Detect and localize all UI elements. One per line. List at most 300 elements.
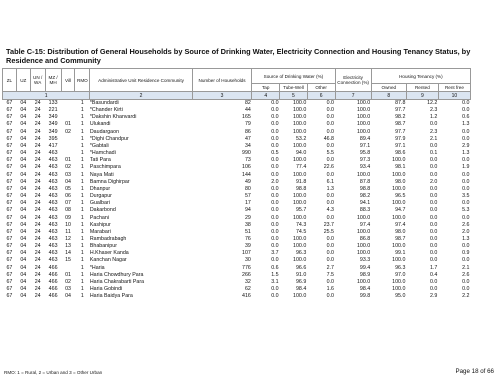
table-row [3,143,471,150]
vill-cell: 15 [65,257,71,264]
households-cell: 44 [244,107,251,114]
rmo-cell: 1 [80,243,84,250]
owned-cell: 94.7 [395,207,406,214]
vill-cell: 14 [65,250,71,257]
owned-cell: 96.3 [395,264,406,271]
vill-cell [61,107,75,114]
tubewell-cell: 100.0 [293,107,307,114]
admin-unit-cell: Dakarbond [89,207,116,214]
rented-cell: 2.1 [430,135,438,142]
zl-cell: 67 [6,286,13,293]
col-header-other: Other [307,84,335,92]
tubewell-cell: 100.0 [293,171,307,178]
col-header-rent-free: Rent free [438,84,470,92]
rented-cell: 0.0 [430,142,438,149]
mz-mh-cell: 349 [48,114,58,121]
tubewell-cell: 95.7 [295,207,307,214]
owned-cell: 98.0 [395,178,406,185]
admin-unit-cell: *Chander Kirti [89,107,123,114]
other-cell: 7.5 [326,271,334,278]
electricity-cell: 100.0 [356,100,371,106]
rented-cell: 12.2 [427,100,438,106]
rented-cell: 0.1 [430,150,438,157]
electricity-cell: 100.0 [356,214,371,221]
un-wa-cell: 24 [34,271,41,278]
other-cell: 5.5 [326,150,334,157]
tap-cell: 0.0 [271,200,279,207]
households-cell: 107 [242,250,251,257]
tap-cell: 0.0 [271,114,279,121]
uz-cell: 04 [20,150,27,157]
tubewell-cell: 100.0 [293,157,307,164]
households-cell: 416 [242,293,251,300]
owned-cell: 96.5 [395,193,406,200]
table-row [3,222,471,229]
households-cell: 76 [244,235,251,242]
mz-mh-cell: 463 [48,243,58,250]
mz-mh-cell: 417 [48,142,58,149]
uz-cell: 04 [20,293,27,300]
tubewell-cell: 100.0 [293,293,307,300]
table-row [3,193,471,200]
col-number: 6 [307,92,335,100]
vill-cell: 01 [65,157,71,164]
rent-free-cell: 5.3 [462,207,470,214]
uz-cell: 04 [20,178,27,185]
mz-mh-cell: 463 [48,257,58,264]
vill-cell [61,150,75,157]
page-number: Page 18 of 66 [455,368,494,375]
zl-cell: 67 [6,178,13,185]
rent-free-cell: 2.1 [462,264,470,271]
rented-cell: 0.0 [430,228,438,235]
other-cell: 25.5 [323,228,334,235]
owned-cell: 97.7 [395,107,406,114]
rent-free-cell: 1.3 [462,121,470,128]
zl-cell: 67 [6,264,13,271]
vill-cell: 09 [65,214,71,221]
tap-cell: 0.0 [271,164,279,171]
households-cell: 106 [242,164,251,171]
other-cell: 0.0 [326,128,334,135]
tubewell-cell: 100.0 [293,142,307,149]
vill-cell: 13 [65,243,71,250]
un-wa-cell: 24 [34,100,41,106]
mz-mh-cell: 463 [48,200,58,207]
owned-cell: 98.7 [395,121,406,128]
un-wa-cell: 24 [34,193,41,200]
un-wa-cell: 24 [34,264,41,271]
table-row [3,172,471,179]
tubewell-cell: 100.0 [293,243,307,250]
other-cell: 0.0 [326,193,334,200]
mz-mh-cell: 463 [48,185,58,192]
households-cell: 47 [244,135,251,142]
households-cell: 29 [244,214,251,221]
un-wa-cell: 24 [34,278,41,285]
un-wa-cell: 24 [34,107,41,114]
table-row [3,100,471,108]
electricity-cell: 97.1 [359,142,371,149]
tubewell-cell: 100.0 [293,257,307,264]
mz-mh-cell: 463 [48,235,58,242]
col-number: 3 [192,92,252,100]
rent-free-cell: 0.0 [462,157,470,164]
zl-cell: 67 [6,142,13,149]
admin-unit-cell: Gualbari [89,200,110,207]
electricity-cell: 98.4 [359,286,371,293]
un-wa-cell: 24 [34,142,41,149]
zl-cell: 67 [6,271,13,278]
owned-cell: 100.0 [392,171,406,178]
electricity-cell: 88.3 [359,207,371,214]
un-wa-cell: 24 [34,257,41,264]
owned-cell: 98.0 [395,228,406,235]
mz-mh-cell: 466 [48,264,58,271]
owned-cell: 100.0 [392,257,406,264]
rent-free-cell: 0.6 [462,114,470,121]
zl-cell: 67 [6,150,13,157]
rmo-cell: 1 [80,257,84,264]
tap-cell: 0.6 [271,264,279,271]
admin-unit-cell: Rambadrabagh [89,235,127,242]
uz-cell: 04 [20,243,27,250]
electricity-cell: 100.0 [356,171,371,178]
households-cell: 38 [244,221,251,228]
un-wa-cell: 24 [34,207,41,214]
owned-cell: 95.0 [395,293,406,300]
un-wa-cell: 24 [34,235,41,242]
rmo-cell: 1 [80,271,84,278]
zl-cell: 67 [6,121,13,128]
uz-cell: 04 [20,193,27,200]
table-body [3,100,471,301]
uz-cell: 04 [20,271,27,278]
vill-cell: 01 [65,271,71,278]
un-wa-cell: 24 [34,128,41,135]
mz-mh-cell: 463 [48,157,58,164]
col-number: 8 [371,92,406,100]
rent-free-cell: 0.0 [462,100,470,106]
vill-cell [61,136,75,143]
households-cell: 73 [244,157,251,164]
other-cell: 0.0 [326,278,334,285]
rent-free-cell: 0.0 [462,107,470,114]
uz-cell: 04 [20,228,27,235]
rmo-cell: 1 [80,164,84,171]
rmo-cell: 1 [80,100,84,106]
vill-cell [61,143,75,150]
tap-cell: 1.5 [271,271,279,278]
rmo-cell: 1 [80,150,84,157]
mz-mh-cell: 395 [48,135,58,142]
mz-mh-cell: 349 [48,121,58,128]
households-cell: 776 [242,264,251,271]
un-wa-cell: 24 [34,221,41,228]
admin-unit-cell: Kanchan Nagar [89,257,127,264]
rmo-cell: 1 [80,135,84,142]
table-row [3,164,471,171]
other-cell: 0.0 [326,235,334,242]
un-wa-cell: 24 [34,243,41,250]
zl-cell: 67 [6,157,13,164]
rented-cell: 0.0 [430,278,438,285]
col-header-un-wa: UN / WA [30,69,45,92]
uz-cell: 04 [20,200,27,207]
rent-free-cell: 0.0 [462,171,470,178]
mz-mh-cell: 466 [48,293,58,300]
col-header-tubewell: Tube-Well [280,84,308,92]
rent-free-cell: 2.6 [462,271,470,278]
owned-cell: 98.1 [395,164,406,171]
other-cell: 4.3 [326,207,334,214]
admin-unit-cell: Haria Baidya Para [89,293,133,300]
col-number: 2 [90,92,192,100]
households-cell: 51 [244,228,251,235]
admin-unit-cell: H.Khaser Kanda [89,250,129,257]
mz-mh-cell: 221 [48,107,58,114]
households-cell: 17 [244,200,251,207]
households-cell: 86 [244,128,251,135]
rmo-cell: 1 [80,107,84,114]
electricity-cell: 100.0 [356,243,371,250]
tubewell-cell: 100.0 [293,193,307,200]
tubewell-cell: 100.0 [293,128,307,135]
households-cell: 990 [242,150,251,157]
mz-mh-cell: 463 [48,250,58,257]
table-row [3,236,471,243]
rent-free-cell: 2.2 [462,293,470,300]
mz-mh-cell: 463 [48,178,58,185]
col-number: 7 [335,92,371,100]
owned-cell: 97.9 [395,135,406,142]
un-wa-cell: 24 [34,250,41,257]
other-cell: 1.3 [326,185,334,192]
electricity-cell: 93.4 [359,164,371,171]
table-row [3,114,471,121]
rmo-cell: 1 [80,228,84,235]
admin-unit-cell: Dhanpur [89,185,111,192]
electricity-cell: 86.8 [359,235,371,242]
rmo-cell: 1 [80,157,84,164]
vill-cell: 06 [65,193,71,200]
electricity-cell: 87.8 [359,178,371,185]
un-wa-cell: 24 [34,135,41,142]
tubewell-cell: 96.3 [295,250,307,257]
electricity-cell: 98.9 [359,271,371,278]
table-row [3,179,471,186]
households-cell: 62 [244,286,251,293]
un-wa-cell: 24 [34,150,41,157]
tubewell-cell: 53.2 [295,135,307,142]
col-number: 4 [252,92,280,100]
tap-cell: 0.0 [271,286,279,293]
owned-cell: 87.8 [395,100,406,106]
rent-free-cell: 0.9 [462,250,470,257]
zl-cell: 67 [6,193,13,200]
households-cell: 57 [244,193,251,200]
tap-cell: 0.0 [271,185,279,192]
tap-cell: 3.7 [271,250,279,257]
tubewell-cell: 100.0 [293,114,307,121]
zl-cell: 67 [6,171,13,178]
rented-cell: 2.9 [430,293,438,300]
un-wa-cell: 24 [34,178,41,185]
rented-cell: 0.0 [430,257,438,264]
col-number: 10 [438,92,470,100]
rmo-cell: 1 [80,293,84,300]
households-cell: 82 [244,100,251,106]
uz-cell: 04 [20,114,27,121]
admin-unit-cell: Haria Chakrabarti Para [89,278,145,285]
owned-cell: 97.0 [395,271,406,278]
tap-cell: 0.5 [271,150,279,157]
other-cell: 0.0 [326,293,334,300]
admin-unit-cell: Haria Chowdhury Para [89,271,144,278]
electricity-cell: 98.2 [359,193,371,200]
rmo-cell: 1 [80,235,84,242]
electricity-cell: 99.4 [359,264,371,271]
table-row [3,200,471,207]
table-row [3,121,471,128]
mz-mh-cell: 349 [48,128,58,135]
rmo-cell: 1 [80,114,84,121]
rented-cell: 0.0 [430,171,438,178]
mz-mh-cell: 463 [48,164,58,171]
electricity-cell: 97.4 [359,221,371,228]
vill-cell: 02 [65,128,71,135]
electricity-cell: 94.1 [359,200,371,207]
rented-cell: 2.0 [430,178,438,185]
mz-mh-cell: 463 [48,228,58,235]
rented-cell: 0.0 [430,250,438,257]
vill-cell: 07 [65,200,71,207]
un-wa-cell: 24 [34,228,41,235]
electricity-cell: 100.0 [356,114,371,121]
rented-cell: 0.4 [430,271,438,278]
rmo-cell: 1 [80,193,84,200]
uz-cell: 04 [20,235,27,242]
tubewell-cell: 100.0 [293,121,307,128]
zl-cell: 67 [6,114,13,121]
zl-cell: 67 [6,257,13,264]
vill-cell [61,265,75,272]
other-cell: 0.0 [326,200,334,207]
uz-cell: 04 [20,164,27,171]
tap-cell: 0.0 [271,214,279,221]
zl-cell: 67 [6,214,13,221]
table-row [3,265,471,272]
col-header-rmo: RMO [75,69,90,92]
vill-cell: 04 [65,293,71,300]
other-cell: 46.8 [323,135,334,142]
tubewell-cell: 98.4 [295,286,307,293]
electricity-cell: 97.3 [359,157,371,164]
electricity-cell: 100.0 [356,107,371,114]
tubewell-cell: 96.6 [295,264,307,271]
uz-cell: 04 [20,207,27,214]
uz-cell: 04 [20,157,27,164]
other-cell: 0.0 [326,157,334,164]
uz-cell: 04 [20,185,27,192]
tap-cell: 0.0 [271,157,279,164]
zl-cell: 67 [6,221,13,228]
mz-mh-cell: 463 [48,193,58,200]
households-cell: 30 [244,257,251,264]
rent-free-cell: 0.0 [462,214,470,221]
admin-unit-cell: Kashipur [89,221,111,228]
table-row [3,279,471,286]
col-header-electricity: Electricity Connection (%) [335,69,371,92]
col-number: 9 [406,92,438,100]
col-header-housing-tenancy: Housing Tenancy (%) [371,69,470,84]
vill-cell: 03 [65,171,71,178]
other-cell: 0.0 [326,107,334,114]
tap-cell: 3.1 [271,278,279,285]
vill-cell [61,100,75,108]
zl-cell: 67 [6,278,13,285]
rent-free-cell: 3.5 [462,193,470,200]
electricity-cell: 100.0 [356,128,371,135]
owned-cell: 98.7 [395,235,406,242]
households-cell: 49 [244,178,251,185]
tap-cell: 0.0 [271,193,279,200]
un-wa-cell: 24 [34,171,41,178]
electricity-cell: 100.0 [356,278,371,285]
rent-free-cell: 2.6 [462,221,470,228]
electricity-cell: 100.0 [356,121,371,128]
zl-cell: 67 [6,293,13,300]
admin-unit-cell: Bhabanipur [89,243,117,250]
mz-mh-cell: 463 [48,171,58,178]
admin-unit-cell: *Hamchadi [89,150,116,157]
zl-cell: 67 [6,107,13,114]
uz-cell: 04 [20,142,27,149]
owned-cell: 97.7 [395,128,406,135]
mz-mh-cell: 466 [48,278,58,285]
rented-cell: 0.0 [430,207,438,214]
col-header-tap: Tap [252,84,280,92]
mz-mh-cell: 463 [48,214,58,221]
rmo-cell: 1 [80,185,84,192]
page-title: Table C-15: Distribution of General Households by Source of Drinking Water, Electricity Connection and Housing Tenancy Status, by Residence and Community [6,47,471,65]
tubewell-cell: 74.3 [295,221,307,228]
zl-cell: 67 [6,200,13,207]
rented-cell: 0.0 [430,164,438,171]
table-row [3,272,471,279]
owned-cell: 100.0 [392,243,406,250]
un-wa-cell: 24 [34,185,41,192]
tap-cell: 0.0 [271,171,279,178]
zl-cell: 67 [6,128,13,135]
households-cell: 32 [244,278,251,285]
tap-cell: 0.0 [271,293,279,300]
electricity-cell: 89.4 [359,135,371,142]
mz-mh-cell: 466 [48,271,58,278]
owned-cell: 100.0 [392,200,406,207]
un-wa-cell: 24 [34,293,41,300]
uz-cell: 04 [20,257,27,264]
tap-cell: 0.0 [271,243,279,250]
vill-cell: 04 [65,178,71,185]
rmo-cell: 1 [80,214,84,221]
tubewell-cell: 98.8 [295,185,307,192]
tap-cell: 0.0 [271,121,279,128]
col-header-households: Number of Households [192,69,252,92]
electricity-cell: 98.8 [359,185,371,192]
col-header-admin-unit: Administrative Unit Residence Community [90,69,192,92]
owned-cell: 100.0 [392,185,406,192]
